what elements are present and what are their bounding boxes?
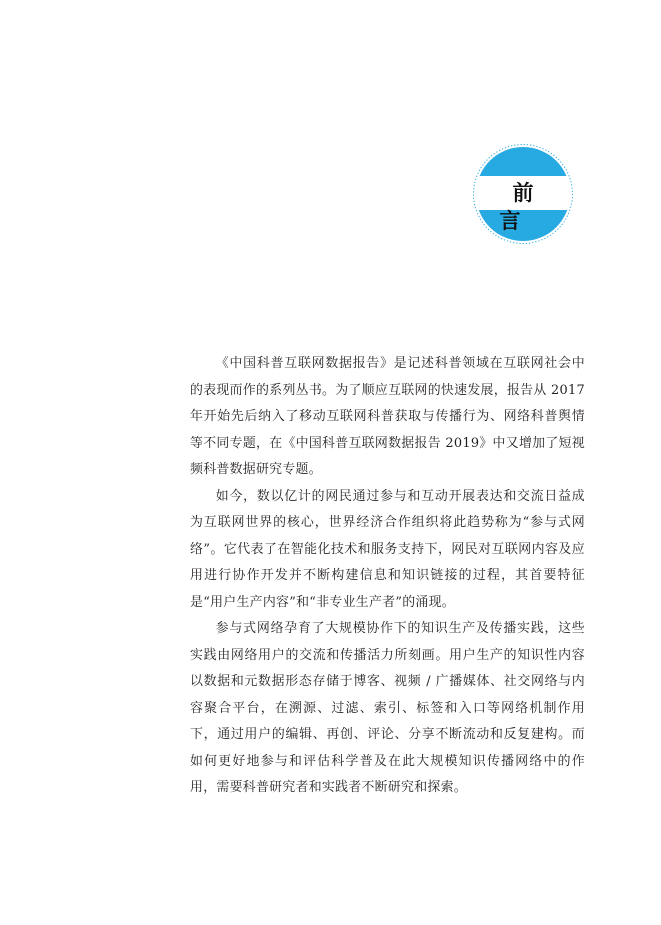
preface-body (190, 351, 585, 802)
paragraph-1: 《中国科普互联网数据报告》是记述科普领域在互联网社会中的表现而作的系列丛书。为了顺应互联网的快速发展，报告从 2017 年开始先后纳入了移动互联网科普获取与传播行为、网络科普舆情等不同专题，在《中国科普互联网数据报告 2019》中又增加了短视频科普数据研究专题。 (190, 356, 585, 477)
paragraph-3: 参与式网络孕育了大规模协作下的知识生产及传播实践，这些实践由网络用户的交流和传播活力所刻画。用户生产的知识性内容以数据和元数据形态存储于博客、视频 / 广播媒体、社交网络与内容聚合平台，在溯源、过滤、索引、标签和入口等网络机制作用下，通过用户的编辑、再创、评论、分享不断流动和反复建构。而如何更好地参与和评估科学普及在此大规模知识传播网络中的作用，需要科普研究者和实践者不断研究和探索。 (190, 621, 585, 795)
page-title: 前言 (499, 180, 560, 233)
preface-badge (472, 143, 574, 245)
paragraph-2: 如今，数以亿计的网民通过参与和互动开展表达和交流日益成为互联网世界的核心，世界经济合作组织将此趋势称为“参与式网络”。它代表了在智能化技术和服务支持下，网民对互联网内容及应用进行协作开发并不断构建信息和知识链接的过程，其首要特征是“用户生产内容”和“非专业生产者”的涌现。 (190, 488, 585, 610)
